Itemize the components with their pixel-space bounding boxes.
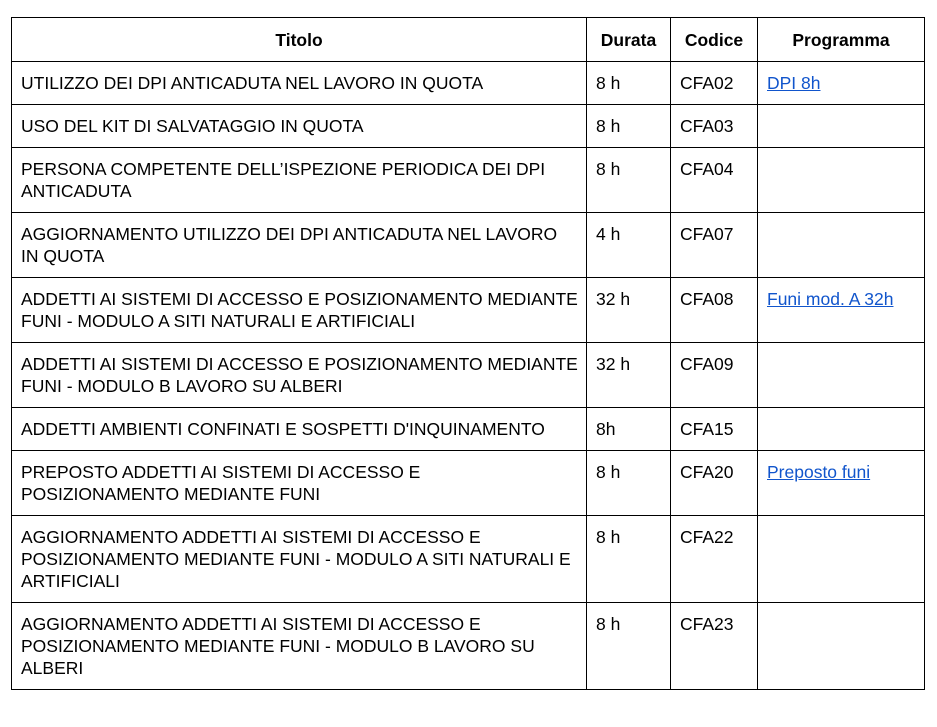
course-code: CFA20: [671, 451, 758, 516]
course-duration: 4 h: [587, 213, 671, 278]
course-title: ADDETTI AI SISTEMI DI ACCESSO E POSIZIONAMENTO MEDIANTE FUNI - MODULO A SITI NATURALI E ARTIFICIALI: [12, 278, 587, 343]
courses-table: [11, 17, 925, 690]
course-title: PERSONA COMPETENTE DELL’ISPEZIONE PERIODICA DEI DPI ANTICADUTA: [12, 148, 587, 213]
table-row: [12, 516, 925, 603]
course-title: PREPOSTO ADDETTI AI SISTEMI DI ACCESSO E POSIZIONAMENTO MEDIANTE FUNI: [12, 451, 587, 516]
header-duration: Durata: [587, 18, 671, 62]
course-duration: 8 h: [587, 451, 671, 516]
course-program-cell: [758, 603, 925, 690]
table-row: [12, 62, 925, 105]
course-duration: 32 h: [587, 278, 671, 343]
course-code: CFA03: [671, 105, 758, 148]
table-row: [12, 105, 925, 148]
course-duration: 8 h: [587, 148, 671, 213]
program-link[interactable]: DPI 8h: [767, 73, 821, 93]
course-duration: 8 h: [587, 603, 671, 690]
course-program-cell: [758, 278, 925, 343]
course-code: CFA22: [671, 516, 758, 603]
course-program-cell: [758, 451, 925, 516]
table-row: [12, 408, 925, 451]
course-code: CFA04: [671, 148, 758, 213]
course-title: UTILIZZO DEI DPI ANTICADUTA NEL LAVORO IN QUOTA: [12, 62, 587, 105]
course-program-cell: [758, 213, 925, 278]
table-row: [12, 603, 925, 690]
header-code: Codice: [671, 18, 758, 62]
program-link[interactable]: Funi mod. A 32h: [767, 289, 894, 309]
course-title: ADDETTI AI SISTEMI DI ACCESSO E POSIZIONAMENTO MEDIANTE FUNI - MODULO B LAVORO SU ALBERI: [12, 343, 587, 408]
course-duration: 8 h: [587, 105, 671, 148]
course-program-cell: [758, 516, 925, 603]
course-duration: 8h: [587, 408, 671, 451]
course-title: AGGIORNAMENTO UTILIZZO DEI DPI ANTICADUTA NEL LAVORO IN QUOTA: [12, 213, 587, 278]
table-row: [12, 213, 925, 278]
table-row: [12, 451, 925, 516]
course-code: CFA02: [671, 62, 758, 105]
header-program: Programma: [758, 18, 925, 62]
course-title: USO DEL KIT DI SALVATAGGIO IN QUOTA: [12, 105, 587, 148]
course-code: CFA09: [671, 343, 758, 408]
course-program-cell: [758, 105, 925, 148]
table-row: [12, 148, 925, 213]
course-title: AGGIORNAMENTO ADDETTI AI SISTEMI DI ACCESSO E POSIZIONAMENTO MEDIANTE FUNI - MODULO A SITI NATURALI E ARTIFICIALI: [12, 516, 587, 603]
course-program-cell: [758, 62, 925, 105]
course-program-cell: [758, 148, 925, 213]
course-code: CFA07: [671, 213, 758, 278]
course-code: CFA23: [671, 603, 758, 690]
course-program-cell: [758, 343, 925, 408]
course-code: CFA15: [671, 408, 758, 451]
course-title: ADDETTI AMBIENTI CONFINATI E SOSPETTI D'INQUINAMENTO: [12, 408, 587, 451]
course-duration: 8 h: [587, 62, 671, 105]
table-header-row: [12, 18, 925, 62]
course-program-cell: [758, 408, 925, 451]
table-row: [12, 343, 925, 408]
course-code: CFA08: [671, 278, 758, 343]
program-link[interactable]: Preposto funi: [767, 462, 871, 482]
table-row: [12, 278, 925, 343]
course-title: AGGIORNAMENTO ADDETTI AI SISTEMI DI ACCESSO E POSIZIONAMENTO MEDIANTE FUNI - MODULO B LAVORO SU ALBERI: [12, 603, 587, 690]
course-duration: 8 h: [587, 516, 671, 603]
course-duration: 32 h: [587, 343, 671, 408]
header-title: Titolo: [12, 18, 587, 62]
